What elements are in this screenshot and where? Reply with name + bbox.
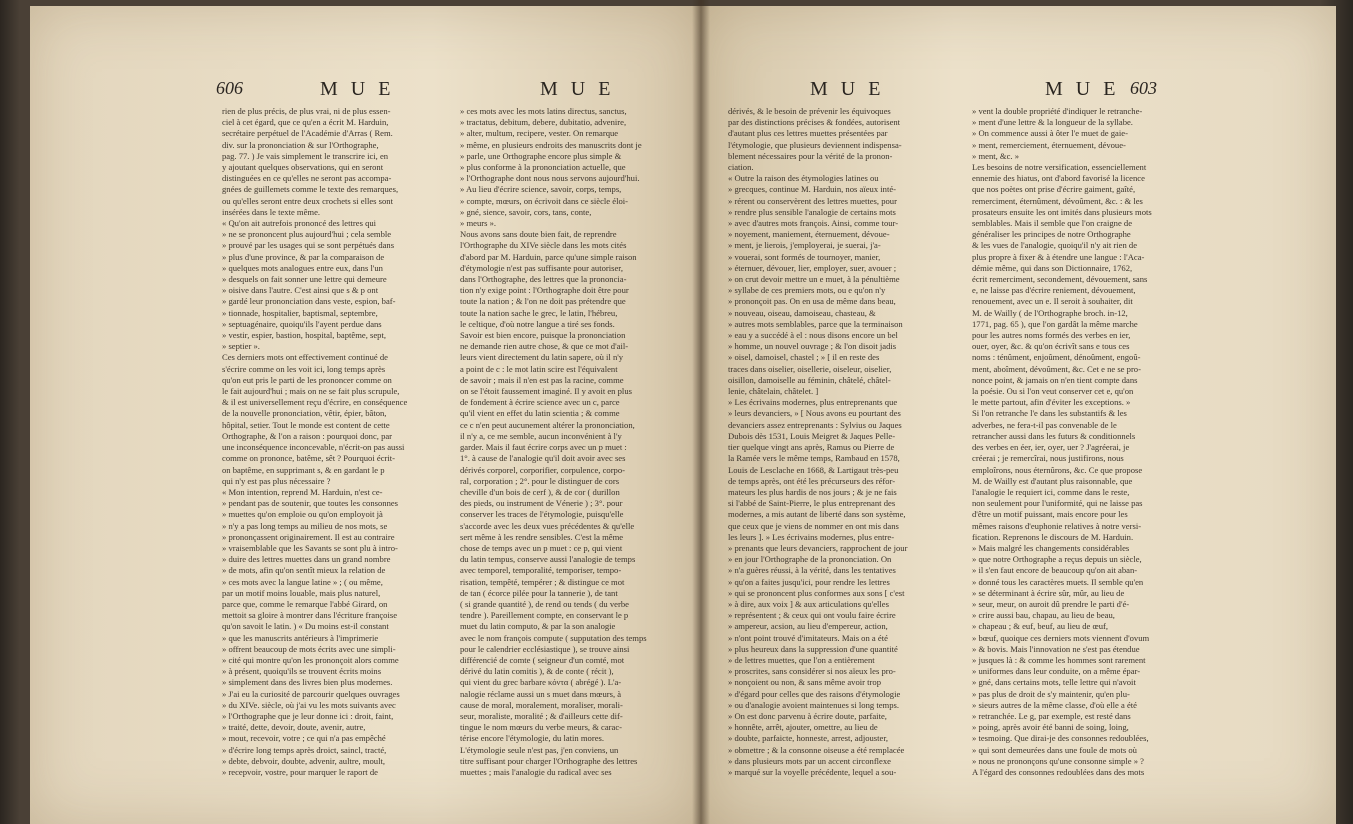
text-line: » ces mots avec la langue latine » ; ( ou même, [222,576,383,587]
text-line: » septuagénaire, quoiqu'ils l'ayent perdue dans [222,318,382,329]
text-line: » noyement, maniement, éternuement, dévoue- [728,229,890,240]
text-line: » quelques mots analogues entre eux, dans l'un [222,262,383,273]
text-line: » ne se prononcent plus aujourd'hui ; cela semble [222,229,392,240]
text-line: Ces derniers mots ont effectivement continué de [222,352,388,363]
text-line: conserver les traces de l'étymologie, puisqu'elle [460,509,624,520]
right-column-2 [972,106,1204,778]
text-line: » honnête, arrêt, ajouter, omettre, au lieu de [728,722,878,733]
text-line: » gardé leur prononciation dans veste, espion, baf- [222,296,396,307]
text-line: dérivés, & le besoin de prévenir les équivoques [728,106,891,116]
text-line: » debte, debvoir, doubte, advenir, aultre, moult, [222,755,386,766]
text-line: traces dans oiselier, oisellerie, oiseleur, oiselier, [728,363,892,374]
text-line: » poing, après avoir été banni de soing, loing, [972,722,1129,733]
text-line: Nous avons sans doute bien fait, de reprendre [460,229,617,240]
text-line: » obmettre ; & la consonne oiseuse a été remplacée [728,744,905,755]
text-line: » eau y a succédé à el : nous disons encore un bel [728,330,898,341]
text-line: » se déterminant à écrire sûr, mûr, au lieu de [972,587,1125,598]
running-head-left-2: M U E [540,78,615,100]
text-line: » vestir, espier, bastion, hospital, baptême, sept, [222,330,386,341]
text-line: adverbes, ne fera-t-il pas convenable de le [972,419,1117,430]
text-line: Savoir est bien encore, puisque la prononciation [460,330,626,341]
text-line: » d'écrire long temps après droict, saincl, tracté, [222,744,387,755]
text-line: gnées de guillemets comme le texte des remarques, [222,184,399,195]
text-line: que nos poètes ont prise d'écrire gaiment, gaîté, [972,184,1136,195]
text-line: » prononçoit pas. On en usa de même dans beau, [728,296,896,307]
text-line: » cité qui montre qu'on les prononçoit alors comme [222,654,399,665]
text-line: l'étymologie, que plusieurs deviennent indispensa- [728,139,902,150]
text-line: remerciment, éternûment, dévoûment, &c. : & les [972,195,1143,206]
text-line: » plus d'une province, & par la comparaison de [222,251,385,262]
text-line: pour le calendrier ecclésiastique ), se trouve ainsi [460,643,630,654]
text-line: » seur, meur, on auroit dû prendre le parti d'é- [972,598,1130,609]
book-gutter [692,0,710,824]
text-line: on baptême, en supprimant s, & en gardant le p [222,464,385,475]
text-line: ral, corporation ; 2°. pour le distinguer de cors [460,475,620,486]
text-line: » avec d'autres mots françois. Ainsi, comme tour- [728,218,899,229]
text-line: Si l'on retranche l'e dans les substantifs & les [972,408,1127,419]
text-line: tion n'y exige point : l'Orthographe doit être pour [460,285,629,296]
text-line: » septier ». [222,341,260,352]
text-line: » ces mots avec les mots latins directus, sanctus, [460,106,627,116]
text-line: créerai ; je remercîrai, nous justifirons, nous [972,453,1124,464]
text-line: qu'on savoit le latin. ) « Du moins est-il constant [222,621,389,632]
text-line: d'abord par M. Harduin, parce qu'une simple raison [460,251,637,262]
text-line: Les besoins de notre versification, essenciellement [972,162,1147,173]
text-line: seur, moraliste, moralité ; & d'ailleurs cette dif- [460,710,623,721]
text-line: avec temporel, temporalité, temporiser, tempo- [460,565,622,576]
text-line: qu'on eut pris le parti de les prononcer comme on [222,374,392,385]
text-line: » dans plusieurs mots par un accent circonflexe [728,755,891,766]
text-line: Orthographe, & l'on a raison : pourquoi donc, par [222,430,393,441]
text-line: ( si grande quantité ), de rend ou tends ( du verbe [460,598,629,609]
text-line: qui n'y est pas plus nécessaire ? [222,475,331,486]
text-line: « Mon intention, reprend M. Harduin, n'est ce- [222,486,383,497]
text-line: ciel à cet égard, que ce qu'en a écrit M. Harduin, [222,117,389,128]
text-line: » éternuer, dévouer, lier, employer, suer, avouer ; [728,262,897,273]
text-line: écrit remerciment, secondement, dévouement, sans [972,274,1148,285]
page-number-right: 603 [1130,78,1157,98]
text-line: par des distinctions précises & fondées, autorisent [728,117,901,128]
text-line: » chapeau ; & euf, beuf, au lieu de œuf, [972,621,1109,632]
text-line: » retranchée. Le g, par exemple, est resté dans [972,710,1131,721]
text-line: » l'Orthographe que je leur donne ici : droit, faint, [222,710,394,721]
text-line: » que notre Orthographe a reçus depuis un siècle, [972,554,1142,565]
text-line: lenie, châtelain, châtelet. ] [728,386,819,397]
text-line: garder. Mais il faut écrire corps avec un p muet : [460,442,627,453]
text-line: titre suffisant pour charger l'Orthographe des lettres [460,755,638,766]
text-line: modernes, a mis autant de liberté dans son système, [728,509,906,520]
text-line: leurs vient directement du latin sapere, où il n'y [460,352,624,363]
text-line: M. de Wailly est d'autant plus raisonnable, que [972,475,1133,486]
text-line: 1771, pag. 65 ), que l'on gardât la même marche [972,318,1138,329]
text-line: » de mots, afin qu'on sentît mieux la relation de [222,565,386,576]
text-line: » tractatus, debitum, debere, dubitatio, advenire, [460,117,627,128]
text-line: a point de c : le mot latin scire est l'équivalent [460,363,618,374]
text-line: muet du latin computo, & par la son analogie [460,621,616,632]
text-line: » de lettres muettes, que l'on a entièrement [728,654,875,665]
text-line: hôpital, setier. Tout le monde est content de cette [222,419,390,430]
text-line: » On commence aussi à ôter l'e muet de gaie- [972,128,1128,139]
text-line: sert même à les rendre sensibles. C'est la même [460,531,624,542]
text-line: » nous ne prononçons qu'une consonne simple » ? [972,755,1144,766]
text-line: non seulement pour l'uniformité, qui ne laisse pas [972,498,1143,509]
text-line: devanciers assez entreprenants : Sylvius ou Jaques [728,419,902,430]
text-line: & les vues de l'analogie, quoiqu'il n'y ait rien de [972,240,1138,251]
text-line: » n'ont point trouvé d'imitateurs. Mais on a été [728,632,888,643]
text-line: cause de moral, moralement, moraliser, morali- [460,699,623,710]
text-line: renouement, avec un e. Il seroit à souhaiter, dit [972,296,1133,307]
text-line: généraliser les principes de notre Orthographe [972,229,1131,240]
text-line: des pieds, ou instrument de Vénerie ) ; 3°. pour [460,498,623,509]
text-line: » mout, recevoir, votre ; ce qui n'a pas empêché [222,733,386,744]
text-line: de tan ( écorce pilée pour la tannerie ), de tant [460,587,618,598]
text-line: secrétaire perpétuel de l'Académie d'Arras ( Rem. [222,128,393,139]
text-line: de savoir ; mais il n'en est pas la racine, comme [460,374,624,385]
left-page [30,6,700,824]
text-line: » d'égard pour celles que des raisons d'étymologie [728,688,901,699]
text-line: s'accorde avec les deux vues précédentes & qu'elle [460,520,635,531]
text-line: » rendre plus sensible l'analogie de certains mots [728,206,896,217]
text-line: » syllabe de ces premiers mots, ou e qu'on n'y [728,285,886,296]
text-line: la poésie. Ou si l'on veut conserver cet e, qu'on [972,386,1134,397]
text-line: » prouvé par les usages qui se sont perpétués dans [222,240,395,251]
text-line: la Ramée vers le même temps, Rambaud en 1578, [728,453,900,464]
text-line: fication. Reprenons le discours de M. Harduin. [972,531,1134,542]
text-line: » simplement dans des livres bien plus modernes. [222,677,393,688]
text-line: ennemie des hiatus, ont d'abord favorisé la licence [972,173,1145,184]
text-line: » il s'en faut encore de beaucoup qu'on ait aban- [972,565,1138,576]
running-head-right-2: M U E [1045,78,1120,100]
text-line: l'analogie le requiert ici, comme dans le reste, [972,486,1130,497]
text-line: » qui se prononcent plus conformes aux sons [ c'est [728,587,905,598]
text-line: » offrent beaucoup de mots écrits avec une simpli- [222,643,396,654]
left-column-2 [460,106,690,778]
text-line: » du XIVe. siècle, où j'ai vu les mots suivants avec [222,699,396,710]
text-line: » traité, dette, devoir, doute, avenir, autre, [222,722,366,733]
running-head-right-1: M U E [810,78,885,100]
text-line: térise encore l'étymologie, du latin mores. [460,733,605,744]
text-line: le mette partout, afin d'éviter les exceptions. » [972,397,1131,408]
text-line: » Les écrivains modernes, plus entreprenants que [728,397,898,408]
text-line: » desquels on fait sonner une lettre qui demeure [222,274,387,285]
text-line: » vraisemblable que les Savants se sont plu à intro- [222,542,398,553]
text-line: » ou d'analogie avoient maintenues si long temps. [728,699,900,710]
text-line: noms : ténûment, enjoûment, dénoûment, engoû- [972,352,1141,363]
text-line: risation, tempêté, tempérer ; & distingue ce mot [460,576,625,587]
text-line: on se l'étoit faussement imaginé. Il y avoit en plus [460,386,632,397]
text-line: » représentent ; & ceux qui ont voulu faire écrire [728,610,896,621]
text-line: de temps après, ont été les précurseurs des réfor- [728,475,896,486]
text-line: ciation. [728,162,754,173]
text-line: semblables. Mais il semble que l'on craigne de [972,218,1133,229]
text-line: » oisel, damoisel, chastel ; » [ il en reste des [728,352,880,363]
text-line: y ajoutant quelques observations, qui en seront [222,162,384,173]
text-line: » & bovis. Mais l'innovation ne s'est pas étendue [972,643,1140,654]
text-line: » alter, multum, recipere, vester. On remarque [460,128,619,139]
text-line: » à présent, quoiqu'ils se trouvent écrits moins [222,666,382,677]
text-line: » on crut devoir mettre un e muet, à la pénultième [728,274,900,285]
text-line: » marqué sur la voyelle précédente, lequel a sou- [728,766,897,777]
text-line: l'Orthographe du XIVe siècle dans les mots cités [460,240,627,251]
text-line: » grecques, continue M. Harduin, nos aïeux inté- [728,184,897,195]
text-line: démie même, qui dans son Dictionnaire, 1762, [972,262,1133,273]
text-line: » prenants que leurs devanciers, rapprochent de jour [728,542,908,553]
text-line: » n'a guères réussi, à la vérité, dans les tentatives [728,565,896,576]
text-line: » On est donc parvenu à écrire doute, parfaite, [728,710,887,721]
text-line: » Au lieu d'écrire science, savoir, corps, temps, [460,184,622,195]
text-line: » vouerai, sont formés de tournoyer, manier, [728,251,881,262]
text-line: « Outre la raison des étymologies latines ou [728,173,879,184]
text-line: tendre ). Pareillement compte, en conservant le p [460,610,629,621]
text-line: dans l'Orthographe, des lettres que la prononcia- [460,274,627,285]
text-line: ce c n'en peut aucunement altérer la prononciation, [460,419,635,430]
text-line: » recepvoir, vostre, pour marquer le raport de [222,766,378,777]
text-line: d'autant plus ces lettres muettes présentées par [728,128,888,139]
text-line: M. de Wailly ( de l'Orthographe broch. in-12, [972,307,1128,318]
text-line: » bœuf, quoique ces derniers mots viennent d'ovum [972,632,1150,643]
text-line: chose de temps avec un p muet : ce p, qui vient [460,542,623,553]
text-line: s'écrire comme on les voit ici, long temps après [222,363,386,374]
text-line: d'étymologie n'est pas suffisante pour autoriser, [460,262,623,273]
text-line: toute la nation sache le grec, le latin, l'hébreu, [460,307,618,318]
text-line: » nouveau, oiseau, damoiseau, chasteau, & [728,307,876,318]
text-line: » pendant pas de soutenir, que toutes les consonnes [222,498,399,509]
text-line: » ment, &c. » [972,150,1020,161]
text-line: qui vient du grec barbare κόντα ( abrégé ). L'a- [460,677,622,688]
text-line: » gné, dans certains mots, telle lettre qui n'avoit [972,677,1136,688]
text-line: par un motif moins louable, mais plus naturel, [222,587,381,598]
text-line: avec le nom françois compute ( supputation des temps [460,632,647,643]
text-line: » muettes qu'on emploie ou qu'on employoit jà [222,509,383,520]
text-line: » l'Orthographe dont nous nous servons aujourd'hui. [460,173,640,184]
text-line: « Qu'on ait autrefois prononcé des lettres qui [222,218,377,229]
text-line: » sieurs autres de la même classe, d'où elle a été [972,699,1138,710]
text-line: nalogie réclame aussi un s muet dans mœurs, à [460,688,622,699]
text-line: » tesmoing. Que dirai-je des consonnes redoublées, [972,733,1149,744]
left-column-1 [222,106,450,778]
text-line: » crire aussi bau, chapau, au lieu de beau, [972,610,1115,621]
text-line: parce que, comme le remarque l'abbé Girard, on [222,598,388,609]
text-line: » doubte, parfaicte, honneste, arrest, adjouster, [728,733,889,744]
text-line: plus propre à fixer & à étendre une langue : l'Aca- [972,251,1145,262]
text-line: » oisive dans l'autre. C'est ainsi que s & p ont [222,285,379,296]
page-number-left: 606 [216,78,243,98]
text-line: comme on prononce, batême, sêt ? Pourquoi écrit- [222,453,396,464]
text-line: ne demande rien autre chose, & que ce mot d'ail- [460,341,629,352]
text-line: le fait aujourd'hui ; mais on ne se fait plus scrupule, [222,386,400,397]
text-line: d'être un motif puissant, mais encore pour les [972,509,1128,520]
text-line: » uniformes dans leur conduite, on a même épar- [972,666,1141,677]
text-line: e, ne laisse pas d'écrire reniement, dévouement, [972,285,1136,296]
text-line: » même, en plusieurs endroits des manuscrits dont je [460,139,642,150]
text-line: » Mais malgré les changements considérables [972,542,1130,553]
text-line: » J'ai eu la curiosité de parcourir quelques ouvrages [222,688,400,699]
text-line: » ment, je lierois, j'employerai, je suerai, j'a- [728,240,881,251]
text-line: » prononçassent originairement. Il est au contraire [222,531,395,542]
text-line: ment, aboîment, dévoûment, &c. Cet e ne se pro- [972,363,1141,374]
text-line: » nonçoient ou non, & sans même avoir trop [728,677,881,688]
text-line: les leurs ]. » Les écrivains modernes, plus entre- [728,531,895,542]
text-line: cheville d'un bois de cerf ), & de cor ( durillon [460,486,620,497]
text-line: muettes ; mais l'analogie du radical avec ses [460,766,612,777]
text-line: » homme, un nouvel ouvrage ; & l'on disoit jadis [728,341,897,352]
text-line: » plus heureux dans la suppression d'une quantité [728,643,898,654]
text-line: rien de plus précis, de plus vrai, ni de plus essen- [222,106,391,116]
text-line: 1°. à cause de l'analogie qu'il doit avoir avec ses [460,453,626,464]
text-line: » à dire, aux voix ] & aux articulations qu'elles [728,598,889,609]
text-line: blement nécessaires pour la vérité de la pronon- [728,150,893,161]
text-line: pour les autres noms formés des verbes en ier, [972,330,1131,341]
text-line: prosateurs ensuite les ont imités dans plusieurs mots [972,206,1152,217]
text-line: ou qu'elles seront entre deux crochets si elles sont [222,195,393,206]
text-line: » qu'on a faites jusqu'ici, pour rendre les lettres [728,576,890,587]
text-line: & il est universellement reçu d'écrire, en conséquence [222,397,408,408]
text-line: Louis de Lesclache en 1668, & Lartigaut très-peu [728,464,899,475]
text-line: dérivés corporel, corporifier, corpulence, corpo- [460,464,626,475]
text-line: tier quelque vingt ans après, Ramus ou Pierre de [728,442,895,453]
text-line: si l'abbé de Saint-Pierre, le plus entreprenant des [728,498,896,509]
text-line: Dubois dès 1531, Louis Meigret & Jaques Pelle- [728,430,896,441]
text-line: » parle, une Orthographe encore plus simple & [460,150,622,161]
text-line: dérivé du latin comitis ), & de conte ( récit ), [460,666,614,677]
text-line: » vent la double propriété d'indiquer le retranche- [972,106,1143,116]
text-line: du latin tempus, conserve aussi l'analogie de temps [460,554,636,565]
text-line: de fondement à écrire science avec un c, parce [460,397,620,408]
text-line: il n'y a, ce me semble, aucun inconvénient à l'y [460,430,622,441]
text-line: distinguées en ce qu'elles ne seront pas accompa- [222,173,392,184]
text-line: » en jour l'Orthographe de la prononciation. On [728,554,892,565]
text-line: » gné, sience, savoir, cors, tans, conte, [460,206,592,217]
text-line: » leurs devanciers, » [ Nous avons eu pourtant des [728,408,901,419]
text-line: mateurs les plus hardis de nos jours ; & je ne fais [728,486,897,497]
text-line: » compte, mœurs, on écrivoit dans ce siècle éloi- [460,195,629,206]
text-line: » que les manuscrits antérieurs à l'imprimerie [222,632,379,643]
text-line: insérées dans le texte même. [222,206,321,217]
text-line: des verbes en éer, ier, oyer, uer ? J'agréerai, je [972,442,1130,453]
text-line: » rérent ou conservèrent des lettres muettes, pour [728,195,897,206]
text-line: L'étymologie seule n'est pas, j'en conviens, un [460,744,619,755]
text-line: » duire des lettres muettes dans un grand nombre [222,554,391,565]
right-page [700,6,1336,824]
text-line: » n'y a pas long temps au milieu de nos mots, se [222,520,388,531]
text-line: » donné tous les caractères muets. Il semble qu'en [972,576,1144,587]
text-line: pag. 77. ) Je vais simplement le transcrire ici, en [222,150,389,161]
text-line: » autres mots semblables, parce que la terminaison [728,318,903,329]
running-head-left-1: M U E [320,78,395,100]
text-line: » proscrites, sans considérer si nos aïeux les pro- [728,666,896,677]
text-line: emploîrons, nous éternûrons, &c. Ce que propose [972,464,1143,475]
text-line: mêmes raisons d'euphonie relatives à notre versi- [972,520,1142,531]
text-line: toute la nation ; & l'on ne doit pas prétendre que [460,296,626,307]
text-line: » ment d'une lettre & la longueur de la syllabe. [972,117,1133,128]
text-line: une inconséquence inconcevable, n'écrit-on pas aussi [222,442,405,453]
text-line: » ampereur, acsion, au lieu d'empereur, action, [728,621,888,632]
text-line: » plus conforme à la prononciation actuelle, que [460,162,626,173]
text-line: » qui sont demeurées dans une foule de mots où [972,744,1137,755]
text-line: » ment, remerciement, éternuement, dévoue- [972,139,1126,150]
text-line: » pas plus de droit de s'y maintenir, qu'en plu- [972,688,1130,699]
text-line: le celtique, d'où notre langue a tiré ses fonds. [460,318,615,329]
text-line: » jusques là : & comme les hommes sont rarement [972,654,1146,665]
text-line: nonce point, & jamais on n'en tient compte dans [972,374,1138,385]
text-line: de la nouvelle prononciation, vêtir, épier, bâton, [222,408,387,419]
text-line: retrancher aussi dans les futurs & conditionnels [972,430,1136,441]
text-line: mettoit sa gloire à montrer dans l'écriture françoise [222,610,398,621]
text-line: qu'il vient en effet du latin scientia ; & comme [460,408,620,419]
text-line: oisillon, damoiselle au féminin, châtelé, châtel- [728,374,891,385]
text-line: ouer, oyer, &c. & qu'on écrivît sans e tous ces [972,341,1130,352]
right-column-1 [728,106,960,778]
text-line: » meurs ». [460,218,497,229]
text-line: tingue le nom mœurs du verbe meurs, & carac- [460,722,623,733]
text-line: A l'égard des consonnes redoublées dans des mots [972,766,1145,777]
text-line: » tionnade, hospitalier, baptismal, septembre, [222,307,378,318]
text-line: div. sur la prononciation & sur l'Orthographe, [222,139,379,150]
text-line: différencié de comte ( seigneur d'un comté, mot [460,654,625,665]
text-line: que ceux que je viens de nommer en ont mis dans [728,520,899,531]
